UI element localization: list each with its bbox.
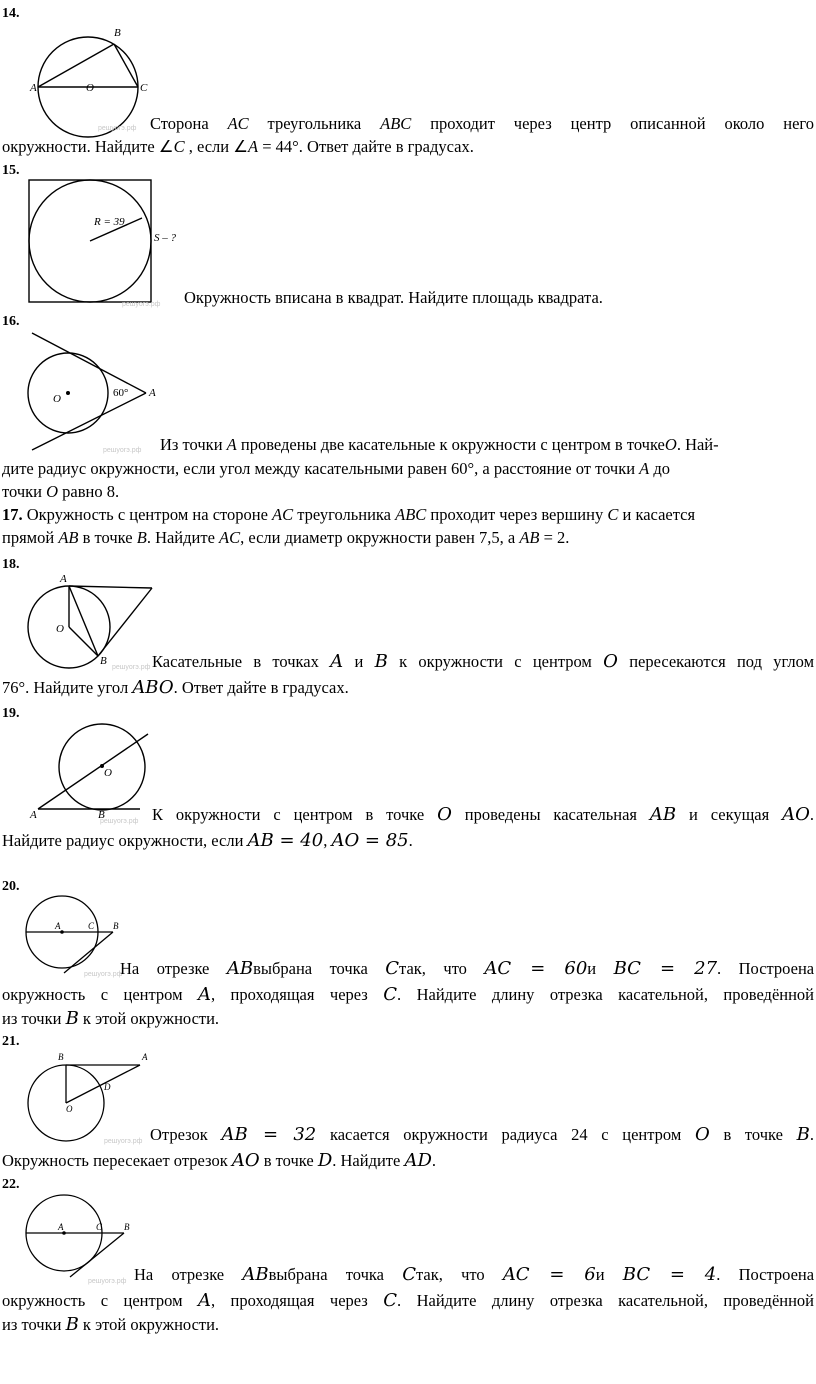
label-o: O (56, 623, 64, 635)
problem-number-20: 20. (2, 879, 20, 894)
problem-20-line-3: из точки B к этой окружности. (2, 1008, 220, 1029)
problem-number-19: 19. (2, 706, 20, 721)
problem-number-22: 22. (2, 1177, 20, 1192)
label-a: A (149, 387, 156, 399)
problem-16-line-2: дите радиус окружности, если угол между касательными равен 60°, а расстояние от точки A до (2, 459, 671, 478)
label-b: B (113, 921, 119, 931)
problem-18-line-2: 76°. Найдите угол ABO. Ответ дайте в градусах. (2, 677, 349, 698)
problem-19-line-1: К окружности с центром в точке O проведены касательная AB и секущая AO. (152, 804, 814, 825)
watermark: решуогэ.рф (84, 971, 123, 978)
watermark: решуогэ.рф (112, 664, 151, 671)
label-a: A (142, 1052, 148, 1062)
problem-21-line-2: Окружность пересекает отрезок AO в точке D. Найдите AD. (2, 1150, 437, 1171)
label-b: B (58, 1052, 64, 1062)
figure-19 (0, 720, 170, 820)
problem-22-line-1: На отрезке ABвыбрана точка Cтак, что AC = 6и BC = 4. Построена (134, 1264, 815, 1285)
problem-number-18: 18. (2, 557, 20, 572)
watermark: решуогэ.рф (88, 1278, 127, 1285)
label-a: A (55, 921, 61, 931)
label-o: O (104, 767, 112, 779)
label-c: C (88, 921, 95, 931)
problem-22-line-3: из точки B к этой окружности. (2, 1314, 220, 1335)
problem-number-15: 15. (2, 163, 20, 178)
figure-14 (0, 20, 160, 130)
label-radius: R = 39 (94, 216, 125, 228)
watermark: решуогэ.рф (104, 1138, 143, 1145)
label-o: O (86, 82, 94, 94)
problem-number-14: 14. (2, 6, 20, 21)
problem-16-line-1: Из точки A проведены две касательные к окружности с центром в точкеO. Най- (160, 435, 719, 454)
label-c: C (96, 1222, 103, 1232)
watermark: решуогэ.рф (100, 818, 139, 825)
label-b: B (124, 1222, 130, 1232)
label-a: A (30, 82, 37, 94)
problem-15-text: Окружность вписана в квадрат. Найдите площадь квадрата. (184, 288, 603, 307)
label-b: B (98, 809, 105, 821)
problem-21-line-1: Отрезок AB = 32 касается окружности радиуса 24 с центром O в точке B. (150, 1124, 815, 1145)
problem-17-line-1: 17. Окружность с центром на стороне AC треугольника ABC проходит через вершину C и касается (2, 505, 696, 524)
label-a: A (60, 573, 67, 585)
problem-20-line-2: окружность с центром A, проходящая через C. Найдите длину отрезка касательной, проведённой (2, 984, 815, 1005)
label-b: B (100, 655, 107, 667)
problem-14-line-1: Сторона AC треугольника ABC проходит через центр описанной около него (150, 114, 815, 133)
label-o: O (53, 393, 61, 405)
label-c: C (140, 82, 148, 94)
label-a: A (58, 1222, 64, 1232)
label-b: B (114, 27, 121, 39)
watermark: решуогэ.рф (98, 125, 137, 132)
label-d: D (104, 1082, 111, 1092)
problem-16-line-3: точки O равно 8. (2, 482, 120, 501)
problem-number-16: 16. (2, 314, 20, 329)
problem-number-21: 21. (2, 1034, 20, 1049)
problem-20-line-1: На отрезке ABвыбрана точка Cтак, что AC = 60и BC = 27. Построена (120, 958, 815, 979)
label-o: O (66, 1104, 73, 1114)
problem-22-line-2: окружность с центром A, проходящая через C. Найдите длину отрезка касательной, проведённой (2, 1290, 815, 1311)
problem-14-line-2: окружности. Найдите ∠C , если ∠A = 44°. Ответ дайте в градусах. (2, 137, 474, 156)
problem-17-line-2: прямой AB в точке B. Найдите AC, если диаметр окружности равен 7,5, а AB = 2. (2, 528, 570, 547)
problem-number-17: 17. (2, 505, 23, 524)
label-angle: 60° (113, 387, 129, 399)
watermark: решуогэ.рф (103, 447, 142, 454)
watermark: решуогэ.рф (122, 301, 161, 308)
figure-22 (0, 1191, 140, 1281)
figure-15 (0, 178, 200, 304)
figure-16 (0, 328, 170, 453)
label-a: A (30, 809, 37, 821)
problem-18-line-1: Касательные в точках A и B к окружности с центром O пересекаются под углом (152, 651, 815, 672)
problem-19-line-2: Найдите радиус окружности, если AB = 40, AO = 85. (2, 830, 413, 851)
label-area: S – ? (154, 232, 176, 244)
figure-21 (0, 1048, 160, 1143)
